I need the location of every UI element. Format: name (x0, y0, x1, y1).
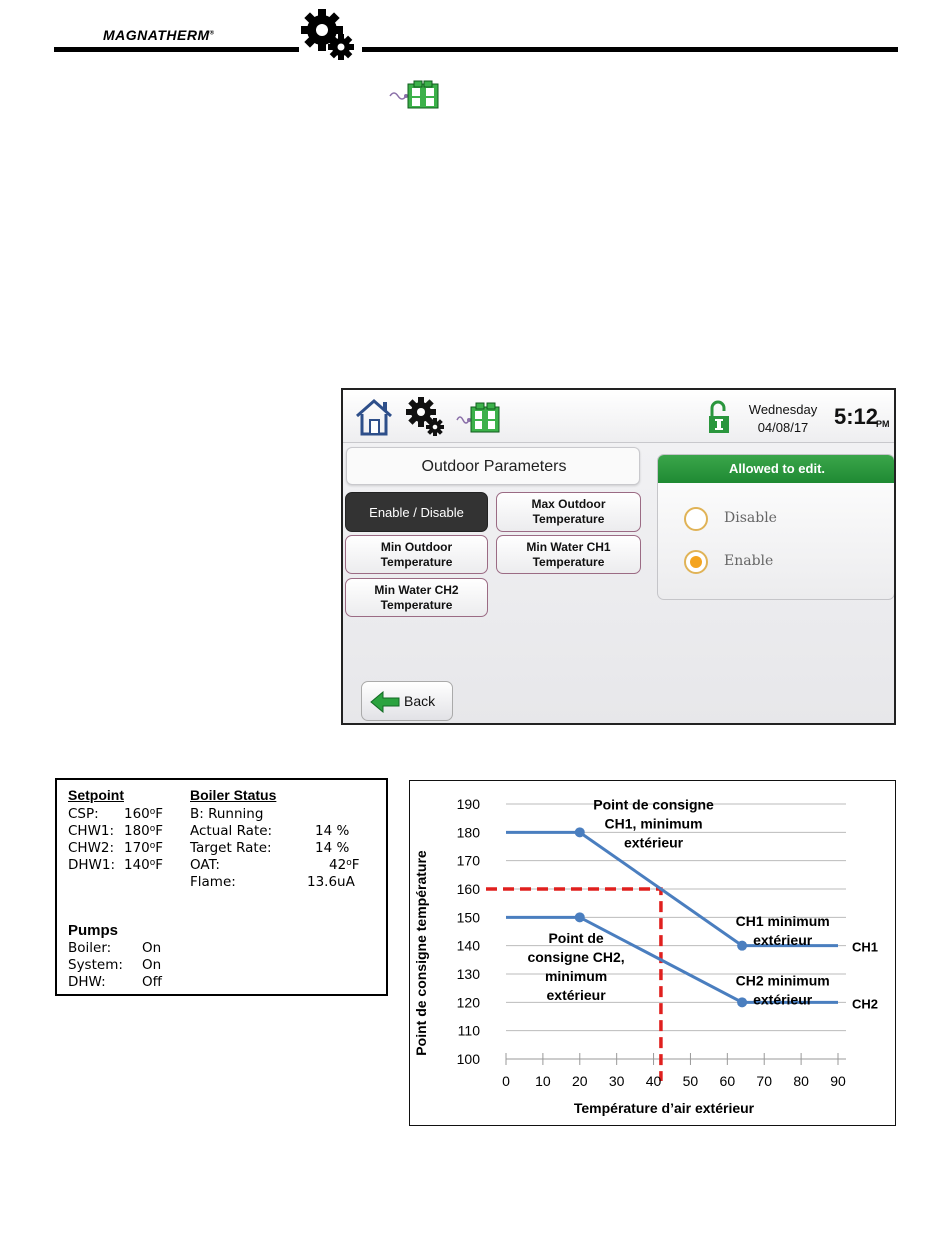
min-outdoor-temperature-button[interactable]: Min Outdoor Temperature (345, 535, 488, 574)
back-button[interactable] (361, 681, 453, 721)
y-tick-label: 190 (456, 796, 480, 812)
top-bar (343, 390, 894, 443)
boiler-status-label: Target Rate: (190, 840, 272, 856)
enable-radio[interactable] (684, 550, 708, 574)
series-label: CH2 (852, 996, 879, 1012)
x-tick-label: 20 (571, 1073, 588, 1089)
annotation-line: Point de consigne (593, 796, 714, 813)
time-label: 5:12 (834, 404, 879, 429)
page-title: Outdoor Parameters (421, 458, 567, 475)
home-icon[interactable] (353, 396, 395, 438)
data-point (737, 941, 747, 951)
setpoint-value: 180$^o$F (124, 823, 164, 839)
annotation-line: extérieur (546, 986, 606, 1003)
date-label: 04/08/17 (757, 420, 809, 435)
pump-label: Boiler: (68, 940, 112, 956)
building-network-icon (388, 80, 440, 110)
boiler-status-value: 13.6uA (307, 874, 355, 890)
annotation-line: CH1, minimum (604, 815, 703, 832)
back-arrow-icon (370, 691, 400, 713)
x-tick-label: 50 (682, 1073, 699, 1089)
screen-background (343, 390, 894, 723)
header-rule-left (54, 47, 299, 52)
outdoor-reset-chart (409, 780, 896, 1126)
boiler-status-label: Flame: (190, 874, 236, 890)
annotation-line: CH1 minimum (735, 912, 830, 929)
chart-canvas (410, 781, 895, 1125)
setpoint-heading: Setpoint (68, 787, 124, 803)
edit-panel (657, 454, 895, 600)
setpoint-label: CHW1: (68, 823, 115, 839)
x-tick-label: 70 (756, 1073, 773, 1089)
y-axis-label: Point de consigne température (413, 850, 429, 1056)
building-network-icon[interactable] (455, 400, 503, 434)
boiler-status-label: OAT: (190, 857, 220, 873)
x-tick-label: 40 (645, 1073, 662, 1089)
status-display (55, 778, 388, 996)
x-tick-label: 0 (502, 1073, 510, 1089)
min-water-ch2-temperature-button[interactable]: Min Water CH2 Temperature (345, 578, 488, 617)
gears-icon (298, 6, 358, 62)
pump-label: DHW: (68, 974, 106, 990)
max-outdoor-temperature-button[interactable]: Max Outdoor Temperature (496, 492, 641, 532)
annotation (527, 930, 624, 1003)
disable-radio[interactable] (684, 507, 708, 531)
touchscreen (341, 388, 896, 725)
x-axis-label: Température d’air extérieur (573, 1100, 755, 1116)
annotation-line: extérieur (623, 834, 684, 851)
annotation-line: extérieur (753, 931, 813, 948)
pump-value: On (142, 940, 162, 956)
x-tick-label: 30 (608, 1073, 625, 1089)
y-tick-label: 110 (457, 1022, 480, 1039)
data-point (575, 912, 585, 922)
min-water-ch1-temperature-button[interactable]: Min Water CH1 Temperature (496, 535, 641, 574)
setpoint-label: DHW1: (68, 857, 116, 873)
y-tick-label: 160 (456, 881, 480, 897)
setpoint-value: 170$^o$F (124, 840, 164, 856)
boiler-status-heading: Boiler Status (190, 787, 277, 803)
annotation-line: Point de (548, 929, 604, 946)
annotation-line: CH2 minimum (735, 972, 830, 989)
y-tick-label: 130 (456, 966, 480, 982)
boiler-status-value: 14 % (315, 840, 350, 856)
pump-label: System: (68, 957, 123, 973)
setpoint-value: 160$^o$F (124, 806, 164, 822)
day-label: Wednesday (748, 402, 818, 417)
setpoint-label: CHW2: (68, 840, 115, 856)
x-tick-label: 80 (793, 1073, 809, 1089)
x-tick-label: 60 (719, 1073, 736, 1089)
y-tick-label: 170 (456, 852, 480, 869)
y-tick-label: 100 (456, 1051, 480, 1067)
boiler-status-label: B: Running (190, 806, 264, 822)
settings-icon[interactable] (405, 396, 445, 438)
pumps-heading: Pumps (68, 922, 119, 939)
y-tick-label: 150 (456, 909, 480, 926)
setpoint-label: CSP: (68, 806, 99, 822)
ampm-label: PM (876, 419, 890, 429)
disable-label[interactable]: Disable (724, 510, 777, 526)
data-point (737, 997, 747, 1007)
annotation-line: extérieur (753, 991, 813, 1008)
pump-value: On (142, 957, 162, 973)
data-point (575, 827, 585, 837)
boiler-status-value: 14 % (315, 823, 350, 839)
series-label: CH1 (852, 939, 879, 955)
y-tick-label: 140 (456, 937, 480, 954)
enable-disable-button[interactable]: Enable / Disable (345, 492, 488, 532)
panel-title-box (346, 447, 640, 485)
header-rule-right (362, 47, 898, 52)
annotation-line: consigne CH2, (527, 948, 625, 965)
x-tick-label: 90 (830, 1073, 846, 1089)
x-tick-label: 10 (535, 1073, 551, 1089)
enable-label[interactable]: Enable (724, 553, 774, 569)
annotation (593, 797, 714, 851)
pump-value: Off (142, 974, 162, 990)
annotation (736, 913, 830, 948)
brand-logo: MAGNATHERM® (103, 27, 215, 43)
boiler-status-label: Actual Rate: (190, 823, 273, 839)
annotation-line: minimum (544, 967, 608, 984)
back-label: Back (404, 693, 436, 709)
y-tick-label: 120 (456, 994, 480, 1011)
y-tick-label: 180 (456, 824, 480, 841)
unlock-icon[interactable] (707, 400, 731, 434)
setpoint-value: 140$^o$F (124, 857, 164, 873)
edit-panel-header: Allowed to edit. (658, 455, 895, 483)
boiler-status-value: 42$^o$F (329, 857, 360, 873)
